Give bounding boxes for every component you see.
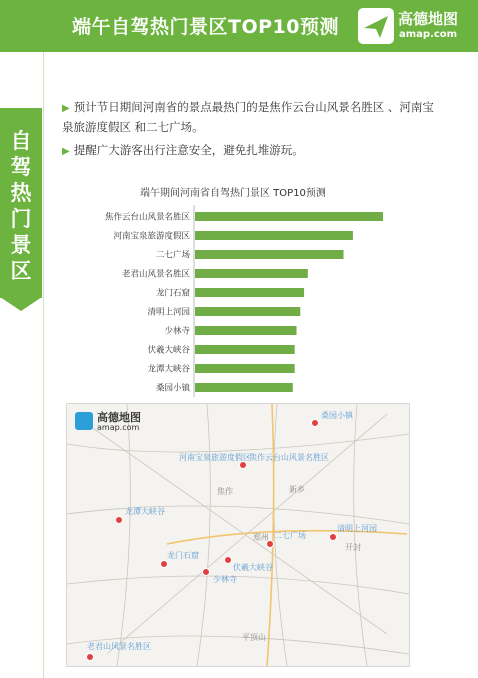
- side-tab-pointer: [0, 297, 42, 311]
- city-label: 新乡: [289, 485, 305, 494]
- header-banner: [0, 0, 478, 52]
- poi-marker[interactable]: [202, 568, 210, 576]
- side-divider: [43, 52, 44, 678]
- chart-bar: [195, 383, 293, 392]
- chart-title: 端午期间河南省自驾热门景区 TOP10预测: [140, 188, 326, 199]
- poi-label: 桑园小镇: [321, 411, 353, 420]
- amap-logo-icon: [75, 412, 93, 430]
- category-label: 老君山风景名胜区: [121, 269, 190, 280]
- side-tab-label: 自驾热门景区: [10, 129, 32, 283]
- poi-label: 焦作云台山风景名胜区: [249, 453, 329, 462]
- chart-bar: [195, 288, 304, 297]
- city-label: 郑州: [253, 533, 269, 542]
- chart-bar: [195, 250, 344, 259]
- brand-url: amap.com: [399, 29, 458, 40]
- category-label: 二七广场: [155, 250, 190, 261]
- bullet-item: [62, 141, 442, 161]
- chart-bar: [195, 269, 308, 278]
- category-label: 焦作云台山风景名胜区: [104, 212, 190, 223]
- poi-label: 少林寺: [213, 575, 237, 584]
- poi-marker[interactable]: [311, 419, 319, 427]
- category-label: 少林寺: [164, 326, 190, 337]
- poi-label: 伏羲大峡谷: [233, 563, 273, 572]
- chart-bar: [195, 326, 297, 335]
- poi-marker[interactable]: [224, 556, 232, 564]
- triangle-bullet-icon: ▶: [62, 103, 70, 114]
- bullet-item: [62, 98, 442, 137]
- chart-bar: [195, 345, 295, 354]
- map-brand-name: 高德地图: [97, 411, 141, 424]
- city-label: 开封: [345, 543, 361, 552]
- map-roads: [67, 404, 409, 666]
- chart-bar: [195, 364, 295, 373]
- category-label: 清明上河园: [147, 307, 190, 318]
- map-panel[interactable]: [66, 403, 410, 667]
- category-label: 伏羲大峡谷: [147, 345, 190, 356]
- category-label: 龙潭大峡谷: [147, 364, 190, 375]
- chart-bar: [195, 307, 300, 316]
- bullet-text: 预计节日期间河南省的景点最热门的是焦作云台山风景名胜区 、河南宝泉旅游度假区 和二七广场。: [62, 100, 434, 134]
- category-label: 桑园小镇: [155, 383, 190, 394]
- poi-label: 龙潭大峡谷: [125, 507, 165, 516]
- poi-marker[interactable]: [160, 560, 168, 568]
- poi-label: 清明上河园: [337, 524, 377, 533]
- category-label: 河南宝泉旅游度假区: [113, 231, 190, 242]
- poi-label: 老君山风景名胜区: [87, 642, 151, 651]
- poi-marker[interactable]: [115, 516, 123, 524]
- chart-bar: [195, 231, 353, 240]
- poi-marker[interactable]: [86, 653, 94, 661]
- category-label: 龙门石窟: [155, 288, 190, 299]
- amap-logo-icon: [358, 8, 394, 44]
- chart-bar: [195, 212, 383, 221]
- map-brand-url: amap.com: [97, 423, 140, 432]
- poi-label: 二七广场: [274, 531, 306, 540]
- triangle-bullet-icon: ▶: [62, 146, 70, 157]
- city-label: 平顶山: [242, 633, 266, 642]
- poi-label: 龙门石窟: [167, 551, 199, 560]
- brand-name: 高德地图: [398, 10, 459, 28]
- bar-chart: [60, 202, 420, 400]
- page-title: 端午自驾热门景区TOP10预测: [72, 16, 339, 38]
- city-label: 焦作: [217, 487, 233, 496]
- poi-label: 河南宝泉旅游度假区: [179, 453, 251, 462]
- bullet-text: 提醒广大游客出行注意安全，避免扎堆游玩。: [73, 143, 304, 157]
- poi-marker[interactable]: [329, 533, 337, 541]
